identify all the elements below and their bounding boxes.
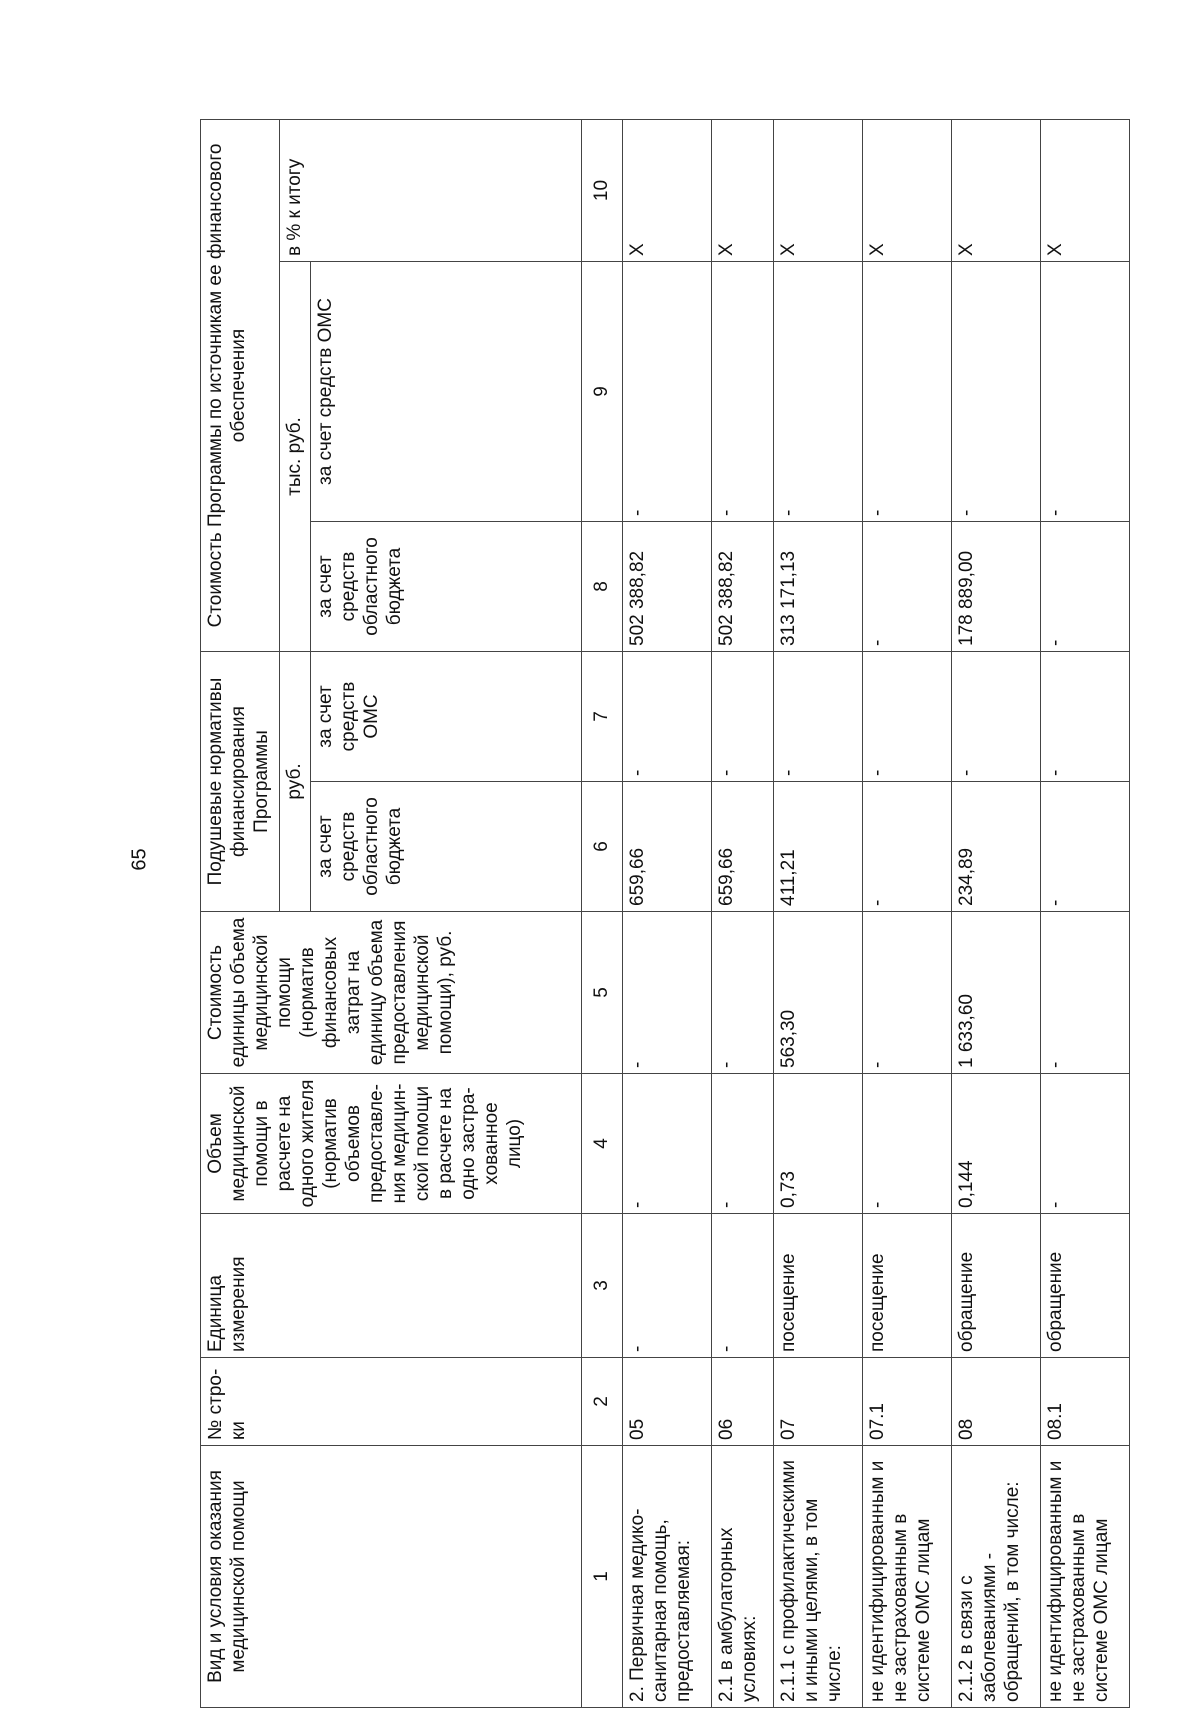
row-percent: X	[952, 119, 1041, 261]
header-unit-thousand-rub: тыс. руб.	[279, 262, 310, 652]
row-cost-budget: -	[863, 522, 952, 652]
row-volume: 0,73	[774, 1074, 863, 1214]
row-line-number: 06	[712, 1358, 774, 1446]
header-col-8: за счет средств областного бюджета	[310, 522, 581, 652]
table-row	[712, 119, 774, 1707]
header-unit-rub: руб.	[279, 652, 310, 912]
row-cost-budget: 502 388,82	[712, 522, 774, 652]
row-unit: посещение	[774, 1214, 863, 1358]
row-norm-budget: -	[1040, 782, 1129, 912]
table-row	[774, 119, 863, 1707]
table-row	[623, 119, 712, 1707]
row-name: не идентифицированным и не застрахованным в системе ОМС лицам	[863, 1446, 952, 1708]
row-cost-per-unit: -	[863, 912, 952, 1074]
row-percent: X	[623, 119, 712, 261]
row-name: 2. Первичная медико-санитарная помощь, предоставляемая:	[623, 1446, 712, 1708]
row-line-number: 07.1	[863, 1358, 952, 1446]
row-norm-budget: -	[863, 782, 952, 912]
column-number: 2	[581, 1358, 622, 1446]
row-volume: -	[1040, 1074, 1129, 1214]
rotated-table-container	[200, 120, 1130, 1708]
row-cost-budget: 313 171,13	[774, 522, 863, 652]
row-percent: X	[863, 119, 952, 261]
header-col-5: Стоимость единицы объема медицинской помощи (норматив финансовых затрат на единицу объема предоставления медицинской помощи), руб.	[201, 912, 582, 1074]
header-col-1: Вид и условия оказания медицинской помощи	[201, 1446, 582, 1708]
header-col-2: № стро-ки	[201, 1358, 582, 1446]
row-cost-oms: -	[863, 262, 952, 522]
column-number: 7	[581, 652, 622, 782]
column-number: 10	[581, 119, 622, 261]
row-norm-oms: -	[712, 652, 774, 782]
row-cost-per-unit: -	[712, 912, 774, 1074]
column-number: 9	[581, 262, 622, 522]
row-volume: -	[863, 1074, 952, 1214]
header-row-1	[201, 119, 280, 1707]
row-cost-budget: -	[1040, 522, 1129, 652]
header-col-6: за счет средств областного бюджета	[310, 782, 581, 912]
row-norm-oms: -	[1040, 652, 1129, 782]
header-group-norms: Подушевые нормативы финансирования Программы	[201, 652, 280, 912]
page-number: 65	[128, 848, 151, 871]
header-col-3: Единица измерения	[201, 1214, 582, 1358]
column-number: 4	[581, 1074, 622, 1214]
header-group-cost: Стоимость Программы по источникам ее финансового обеспечения	[201, 119, 280, 651]
row-percent: X	[1040, 119, 1129, 261]
row-volume: -	[623, 1074, 712, 1214]
rotated-page-area	[200, 120, 1200, 1720]
column-number: 6	[581, 782, 622, 912]
row-norm-budget: 659,66	[623, 782, 712, 912]
row-unit: обращение	[952, 1214, 1041, 1358]
column-number: 5	[581, 912, 622, 1074]
row-cost-oms: -	[623, 262, 712, 522]
column-number: 8	[581, 522, 622, 652]
header-col-4: Объем медицинской помощи в расчете на одного жителя (норматив объемов предоставле-ния медицин-ской помощи в расчете на одно застра-хованное лицо)	[201, 1074, 582, 1214]
row-line-number: 08.1	[1040, 1358, 1129, 1446]
column-number: 1	[581, 1446, 622, 1708]
row-line-number: 05	[623, 1358, 712, 1446]
row-percent: X	[774, 119, 863, 261]
column-number: 3	[581, 1214, 622, 1358]
row-norm-oms: -	[774, 652, 863, 782]
row-cost-per-unit: 1 633,60	[952, 912, 1041, 1074]
row-cost-per-unit: -	[1040, 912, 1129, 1074]
header-col-9: за счет средств ОМС	[310, 262, 581, 522]
header-col-10: в % к итогу	[279, 119, 581, 261]
row-line-number: 07	[774, 1358, 863, 1446]
row-cost-per-unit: 563,30	[774, 912, 863, 1074]
table-row	[1040, 119, 1129, 1707]
row-unit: -	[623, 1214, 712, 1358]
row-cost-oms: -	[952, 262, 1041, 522]
row-unit: обращение	[1040, 1214, 1129, 1358]
row-cost-oms: -	[774, 262, 863, 522]
row-cost-oms: -	[1040, 262, 1129, 522]
row-volume: 0,144	[952, 1074, 1041, 1214]
row-norm-oms: -	[623, 652, 712, 782]
row-cost-budget: 178 889,00	[952, 522, 1041, 652]
row-unit: посещение	[863, 1214, 952, 1358]
row-volume: -	[712, 1074, 774, 1214]
row-cost-oms: -	[712, 262, 774, 522]
header-col-7: за счет средств ОМС	[310, 652, 581, 782]
row-norm-budget: 234,89	[952, 782, 1041, 912]
row-norm-budget: 411,21	[774, 782, 863, 912]
row-line-number: 08	[952, 1358, 1041, 1446]
row-cost-budget: 502 388,82	[623, 522, 712, 652]
row-name: не идентифицированным и не застрахованным в системе ОМС лицам	[1040, 1446, 1129, 1708]
financing-table	[200, 119, 1130, 1708]
row-norm-oms: -	[863, 652, 952, 782]
table-row	[952, 119, 1041, 1707]
row-name: 2.1.2 в связи с заболеваниями - обращений, в том числе:	[952, 1446, 1041, 1708]
row-percent: X	[712, 119, 774, 261]
row-cost-per-unit: -	[623, 912, 712, 1074]
row-unit: -	[712, 1214, 774, 1358]
table-row	[863, 119, 952, 1707]
row-name: 2.1.1 с профилактическими и иными целями, в том числе:	[774, 1446, 863, 1708]
row-norm-oms: -	[952, 652, 1041, 782]
row-name: 2.1 в амбулаторных условиях:	[712, 1446, 774, 1708]
row-norm-budget: 659,66	[712, 782, 774, 912]
column-number-row	[581, 119, 622, 1707]
